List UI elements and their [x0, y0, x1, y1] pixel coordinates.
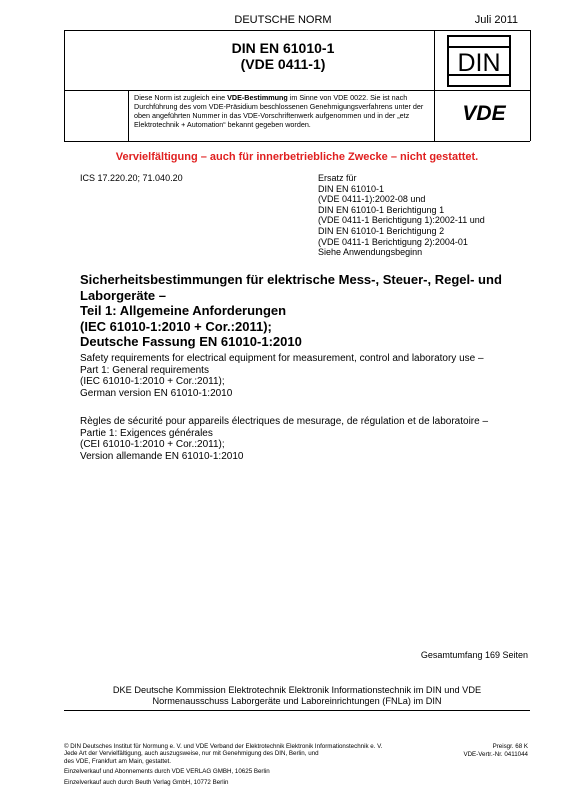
replacement-line: DIN EN 61010-1 Berichtigung 2 — [318, 225, 445, 236]
vde-logo-text: VDE — [462, 102, 506, 124]
frame-right-line — [530, 30, 531, 141]
frame-top-line — [64, 30, 530, 31]
title-german-line: Laborgeräte – — [80, 287, 166, 303]
title-english — [80, 353, 530, 399]
vde-distribution-number: VDE-Vertr.-Nr. 0411044 — [463, 751, 528, 758]
note-post: im Sinne von VDE 0022. Sie ist nach Durchführung des vom VDE-Präsidium beschlossenen Genehmigungsverfahrens unter der oben angeführten Nummer in das VDE-Vorschriftenwerk aufgenommen und in der „etz Elektrotechnik + Automation“ bekannt gegeben worden. — [134, 93, 424, 129]
title-english-line: Safety requirements for electrical equipment for measurement, control and laboratory use – — [80, 353, 484, 364]
frame-note-divider — [128, 90, 129, 141]
document-type-header: DEUTSCHE NORM — [234, 14, 332, 26]
sales-info-beuth: Einzelverkauf auch durch Beuth Verlag GmbH, 10772 Berlin — [64, 779, 229, 786]
title-german-line: Sicherheitsbestimmungen für elektrische Mess-, Steuer-, Regel- und — [80, 272, 502, 287]
vde-logo — [452, 100, 516, 124]
sales-info-vde: Einzelverkauf und Abonnements durch VDE VERLAG GMBH, 10625 Berlin — [64, 768, 270, 775]
standard-number-din: DIN EN 61010-1 — [231, 40, 335, 56]
title-french-line: Règles de sécurité pour appareils électriques de mesurage, de régulation et de laboratoire – — [80, 416, 489, 427]
total-pages: Gesamtumfang 169 Seiten — [420, 650, 528, 660]
replacement-line: DIN EN 61010-1 Berichtigung 1 — [318, 204, 445, 215]
note-pre: Diese Norm ist zugleich eine — [134, 93, 228, 102]
title-french — [80, 416, 530, 462]
dke-line: DKE Deutsche Kommission Elektrotechnik Elektronik Informationstechnik im DIN und VDE — [112, 685, 482, 695]
frame-line-dke-bottom — [64, 710, 530, 711]
title-french-line: (CEI 61010-1:2010 + Cor.:2011); — [80, 439, 225, 451]
standard-number-vde: (VDE 0411-1) — [240, 56, 326, 72]
vde-regulation-note — [134, 93, 432, 129]
copyright-line: Jede Art der Vervielfältigung, auch auszugsweise, nur mit Genehmigung des DIN, Berlin, und — [64, 750, 319, 758]
copyright-notice — [64, 743, 382, 765]
title-german-line: (IEC 61010-1:2010 + Cor.:2011); — [80, 318, 272, 334]
replacement-line: (VDE 0411-1 Berichtigung 2):2004-01 — [318, 236, 468, 247]
din-logo-text: DIN — [457, 49, 501, 77]
title-french-line: Partie 1: Exigences générales — [80, 427, 213, 439]
replacement-info — [318, 173, 485, 258]
title-english-line: German version EN 61010-1:2010 — [80, 387, 233, 399]
note-bold: VDE-Bestimmung — [227, 93, 288, 102]
dke-line: Normenausschuss Laborgeräte und Laboreinrichtungen (FNLa) im DIN — [152, 696, 442, 707]
publication-date: Juli 2011 — [474, 14, 518, 26]
replacement-line: Siehe Anwendungsbeginn — [318, 247, 423, 258]
title-german-line: Deutsche Fassung EN 61010-1:2010 — [80, 334, 302, 349]
standard-number — [140, 40, 426, 72]
title-english-line: (IEC 61010-1:2010 + Cor.:2011); — [80, 376, 225, 388]
title-german-line: Teil 1: Allgemeine Anforderungen — [80, 303, 287, 318]
dke-committee — [64, 685, 530, 708]
replacement-line: DIN EN 61010-1 — [318, 183, 385, 194]
frame-logo-divider — [434, 30, 435, 141]
reproduction-warning: Vervielfältigung – auch für innerbetriebliche Zwecke – nicht gestattet. — [115, 151, 479, 163]
replacement-line: Ersatz für — [318, 173, 357, 183]
price-group: Preisgr. 68 K — [492, 743, 528, 750]
frame-line-note-bottom — [64, 141, 530, 142]
din-logo — [447, 35, 511, 87]
replacement-line: (VDE 0411-1 Berichtigung 1):2002-11 und — [318, 215, 485, 226]
copyright-line: © DIN Deutsches Institut für Normung e. V. und VDE Verband der Elektrotechnik Elektronik Informationstechnik e. V. — [64, 743, 383, 750]
frame-line-title-bottom — [64, 90, 530, 91]
title-german — [80, 272, 530, 350]
ics-codes: ICS 17.220.20; 71.040.20 — [80, 173, 183, 183]
title-english-line: Part 1: General requirements — [80, 364, 209, 376]
replacement-line: (VDE 0411-1):2002-08 und — [318, 194, 426, 205]
copyright-line: des VDE, Frankfurt am Main, gestattet. — [64, 757, 171, 765]
frame-left-line — [64, 30, 65, 141]
title-french-line: Version allemande EN 61010-1:2010 — [80, 450, 244, 462]
